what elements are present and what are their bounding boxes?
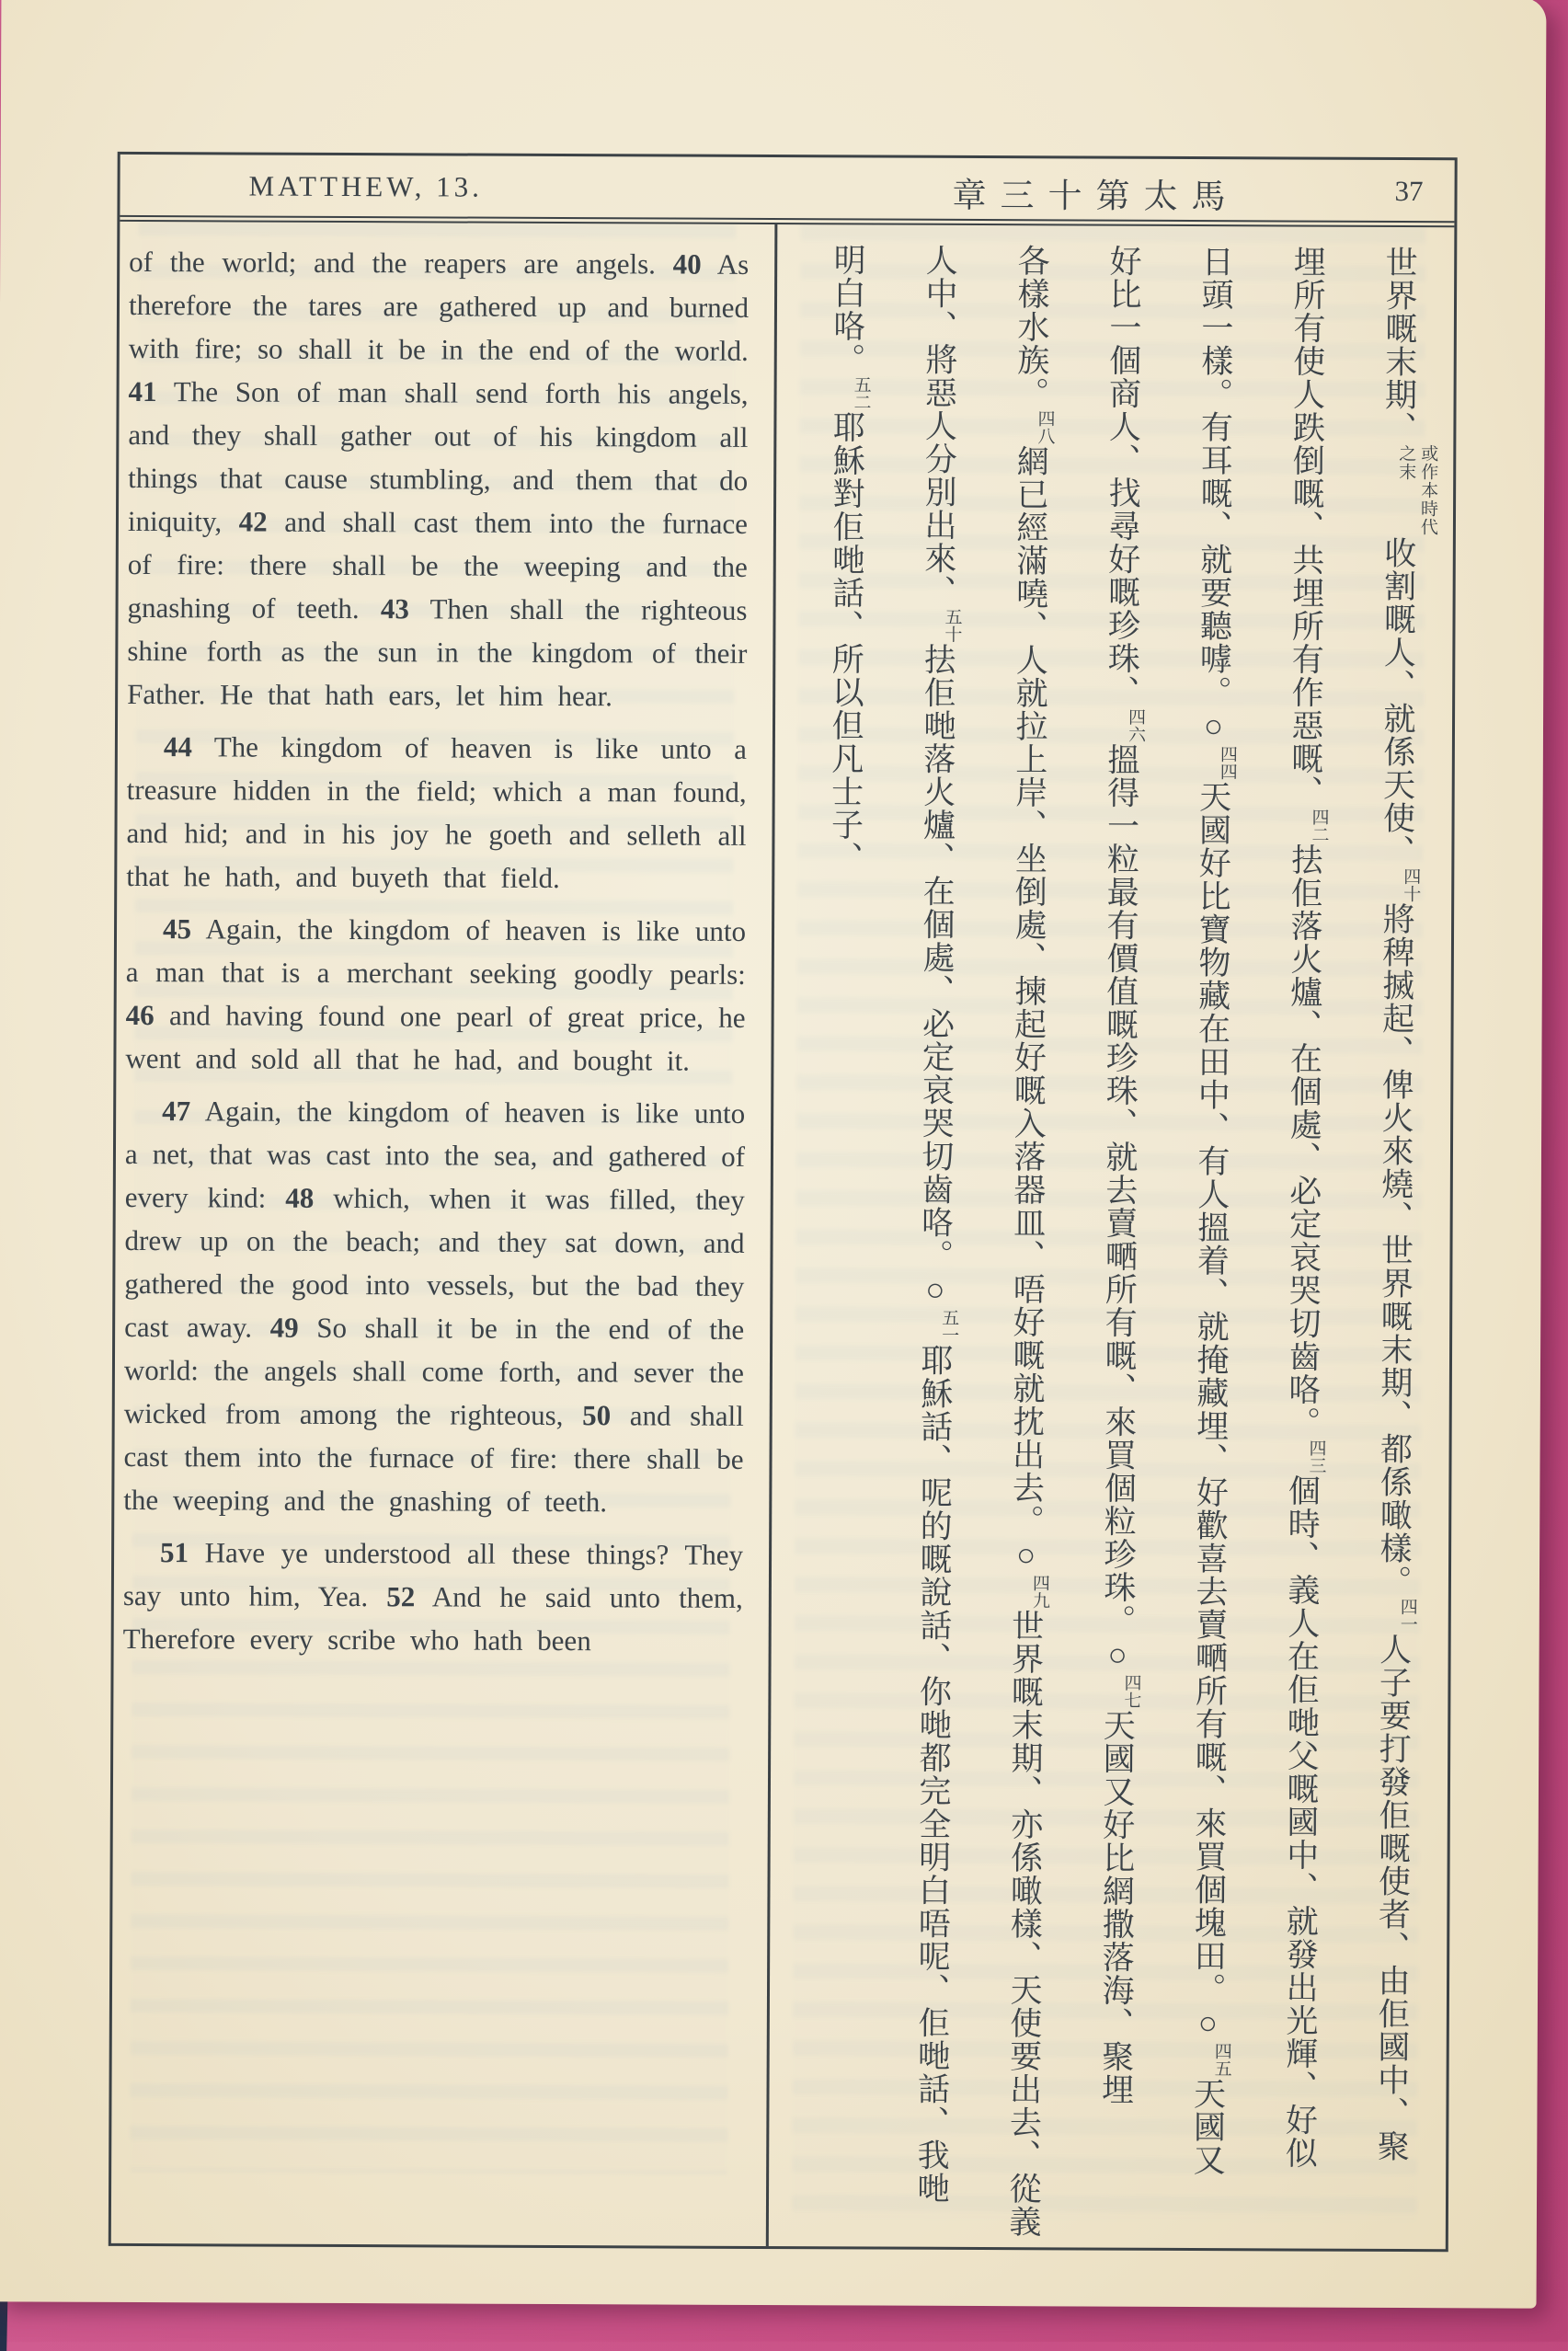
verse-number: 49: [269, 1311, 299, 1344]
verse-paragraph: 51 Have ye understood all these things? They say unto him, Yea. 52 And he said unto them, Therefore every scribe who hath been: [122, 1536, 744, 1657]
verse-number: 43: [380, 592, 409, 625]
verse-number-marker: 四八: [1035, 409, 1055, 445]
verse-number: 45: [162, 912, 192, 946]
verse-number: 40: [672, 247, 702, 281]
chinese-text-column: [769, 224, 1455, 2249]
verse-number: 42: [238, 505, 268, 538]
verse-number: 51: [160, 1536, 189, 1569]
chinese-column: 日頭一樣。有耳嘅、就要聽嘑。○四四天國好比寶物藏在田中、有人搵着、就掩藏埋、好歡喜去賣嗮所有嘅、來買個塊田。○四五天國又: [1189, 245, 1237, 2177]
page-frame: [109, 152, 1458, 2252]
verse-number: 41: [128, 374, 157, 408]
verse-paragraph: 47 Again, the kingdom of heaven is like unto a net, that was cast into the sea, and gathered of every kind: 48 which, when it was filled, they drew up on the beach; and they sat down, and gathered the good into vessels, but the bad they cast away. 49 So shall it be in the end of the world: the angels shall come forth, and sever the wicked from among the righteous, 50 and shall cast them into the furnace of fire: there shall be the weeping and the gnashing of teeth.: [123, 1095, 746, 1519]
verse-number: 47: [162, 1095, 191, 1128]
page-body: [111, 222, 1455, 2249]
header-chinese-title: 章三十第太馬: [952, 177, 1240, 217]
inline-annotation: 或作本時代之末: [1396, 443, 1438, 537]
page-header: [120, 155, 1454, 227]
chinese-column: 明白咯。五二耶穌對佢哋話、所以但凡士子、: [827, 243, 871, 875]
verse-number: 48: [285, 1181, 315, 1214]
verse-number-marker: 四六: [1125, 707, 1146, 743]
header-english-title: MATTHEW, 13.: [248, 169, 484, 203]
chinese-column: 人中、將惡人分別出來、五十抾佢哋落火爐、在個處、必定哀哭切齒咯。○五一耶穌話、呢的嘅說話、你哋都完全明白唔呢、佢哋話、我哋: [912, 243, 962, 2205]
verse-number-marker: 四九: [1029, 1574, 1049, 1610]
verse-number-marker: 四十: [1401, 866, 1421, 903]
page-number: 37: [1394, 174, 1424, 208]
verse-number: 52: [386, 1580, 416, 1613]
verse-number-marker: 五十: [942, 607, 962, 643]
verse-number-marker: 四一: [1397, 1597, 1417, 1634]
verse-number: 46: [125, 998, 155, 1032]
verse-number-marker: 四五: [1211, 2042, 1231, 2078]
verse-number-marker: 五二: [851, 375, 871, 411]
verse-number-marker: 四七: [1121, 1673, 1141, 1709]
verse-number: 44: [163, 730, 192, 763]
verse-paragraph: 45 Again, the kingdom of heaven is like unto a man that is a merchant seeking goodly pearls: 46 and having found one pearl of great price, he went and sold all that he had, and bought it.: [125, 912, 747, 1077]
verse-number-marker: 四三: [1306, 1439, 1326, 1474]
verse-paragraph: 44 The kingdom of heaven is like unto a treasure hidden in the field; which a man found, and hid; and in his joy he goeth and selleth all that he hath, and buyeth that field.: [126, 730, 747, 895]
english-text-column: [123, 240, 750, 1672]
verse-number-marker: 五一: [939, 1308, 959, 1344]
verse-number-marker: 四四: [1217, 745, 1237, 781]
chinese-column: 埋所有使人跌倒嘅、共埋所有作惡嘅、四二抾佢落火爐、在個處、必定哀哭切齒咯。四三個時、義人在佢哋父嘅國中、就發出光輝、好似: [1281, 245, 1329, 2170]
chinese-column: 好比一個商人、找尋好嘅珍珠、四六搵得一粒最有價值嘅珍珠、就去賣嗮所有嘅、來買個粒珍珠。○四七天國又好比網撒落海、聚埋: [1097, 244, 1146, 2106]
verse-number-marker: 四二: [1309, 808, 1329, 843]
chinese-column: 各樣水族。四八網已經滿嘵、人就拉上岸、坐倒處、揀起好嘅入落器皿、唔好嘅就抌出去。○四九世界嘅末期、亦係噉樣、天使要出去、從義: [1004, 244, 1055, 2239]
verse-number: 50: [582, 1399, 612, 1432]
verse-paragraph: of the world; and the reapers are angels. 40 As therefore the tares are gathered up and burned with fire; so shall it be in the end of the world. 41 The Son of man shall send forth his angels, and they shall gather out of his kingdom all things that cause stumbling, and them that do iniquity, 42 and shall cast them into the furnace of fire: there shall be the weeping and the gnashing of teeth. 43 Then shall the righteous shine forth as the sun in the kingdom of their Father. He that hath ears, let him hear.: [127, 245, 750, 713]
chinese-column: 世界嘅末期、或作本時代之末收割嘅人、就係天使、四十將稗搣起、俾火來燒、世界嘅末期、都係噉樣。四一人子要打發佢嘅使者、由佢國中、聚: [1373, 245, 1438, 2163]
